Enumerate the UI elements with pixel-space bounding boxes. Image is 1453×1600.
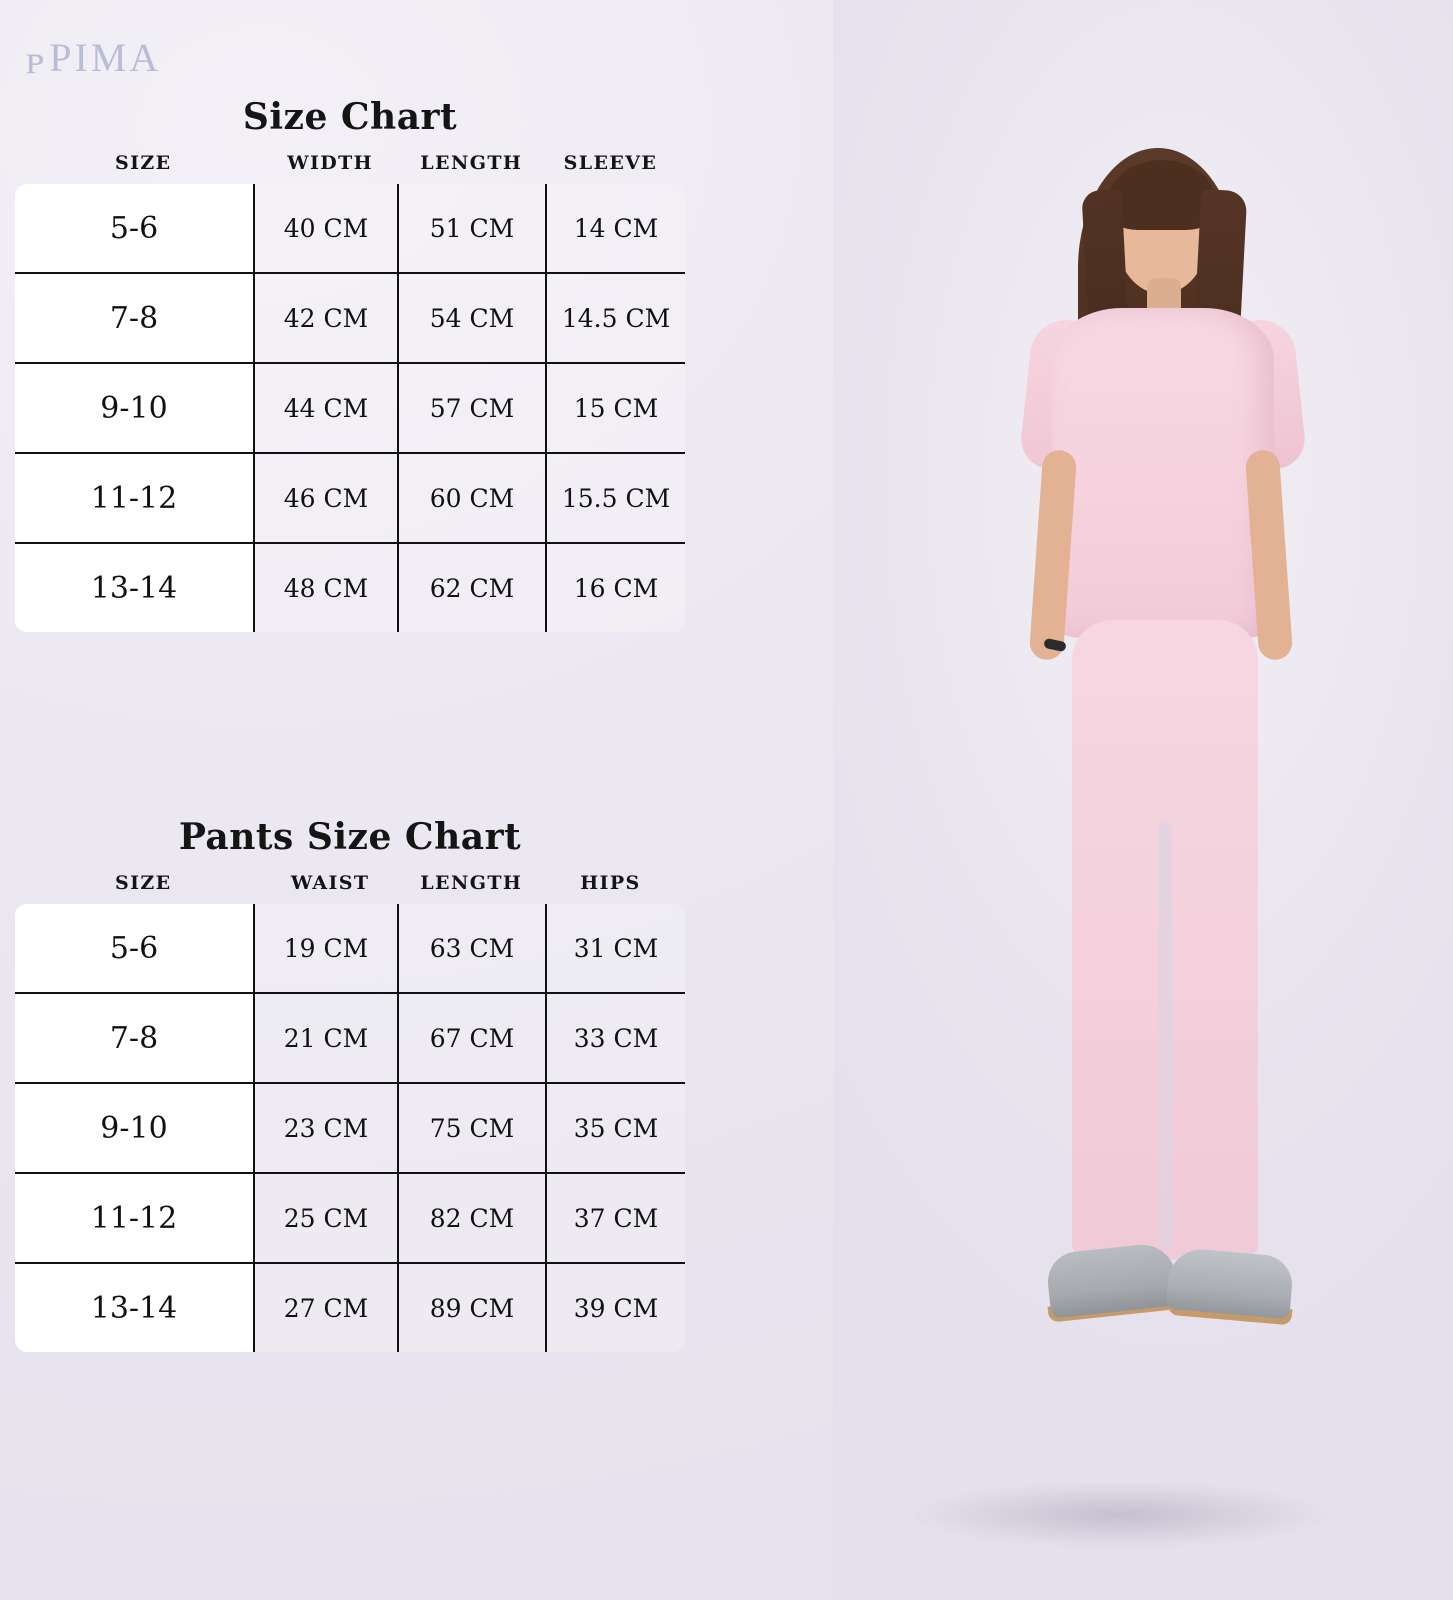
shirt-cell-sleeve: 14 CM [546,183,686,273]
shirt-cell-sleeve: 14.5 CM [546,273,686,363]
shirt-size-table [13,182,687,634]
pants-chart-title: Pants Size Chart [178,816,522,858]
pants-header-hips: HIPS [580,872,641,894]
shirt-cell-size: 7-8 [14,273,254,363]
pants-chart-header-row [22,872,678,894]
shirt-header-width: WIDTH [287,152,374,174]
shirt-cell-width: 42 CM [254,273,398,363]
pants-cell-hips: 31 CM [546,903,686,993]
pants-cell-size: 7-8 [14,993,254,1083]
shirt-cell-length: 51 CM [398,183,546,273]
table-row [14,453,686,543]
shirt-size-chart [0,96,700,634]
table-row [14,543,686,633]
table-row [14,273,686,363]
pants-header-size: SIZE [115,872,172,894]
table-row [14,363,686,453]
pants-cell-waist: 21 CM [254,993,398,1083]
table-row [14,903,686,993]
shirt-cell-width: 46 CM [254,453,398,543]
table-row [14,1083,686,1173]
brand-mark-icon: ᴘ [26,37,48,82]
shirt-cell-sleeve: 15 CM [546,363,686,453]
pants-cell-hips: 35 CM [546,1083,686,1173]
pants-cell-size: 11-12 [14,1173,254,1263]
model-photo [820,120,1440,1560]
shirt-chart-header-row [22,152,678,174]
table-row [14,993,686,1083]
shirt-cell-size: 9-10 [14,363,254,453]
shirt-cell-width: 44 CM [254,363,398,453]
pants-size-table [13,902,687,1354]
pants-cell-waist: 23 CM [254,1083,398,1173]
pants-cell-length: 82 CM [398,1173,546,1263]
table-row [14,183,686,273]
model-shoe-right [1166,1247,1295,1320]
pants-cell-hips: 33 CM [546,993,686,1083]
pants-cell-size: 5-6 [14,903,254,993]
shirt-cell-size: 5-6 [14,183,254,273]
brand-logo [26,34,161,81]
pants-cell-hips: 37 CM [546,1173,686,1263]
pants-cell-size: 13-14 [14,1263,254,1353]
brand-name: PIMA [49,35,162,80]
shirt-cell-length: 57 CM [398,363,546,453]
model-leg-gap [1158,820,1172,1250]
shirt-cell-sleeve: 15.5 CM [546,453,686,543]
pants-cell-length: 67 CM [398,993,546,1083]
shirt-cell-width: 48 CM [254,543,398,633]
table-row [14,1263,686,1353]
pants-cell-size: 9-10 [14,1083,254,1173]
pants-cell-waist: 25 CM [254,1173,398,1263]
model-tshirt [1052,308,1274,638]
pants-cell-waist: 27 CM [254,1263,398,1353]
shirt-cell-length: 60 CM [398,453,546,543]
shirt-cell-sleeve: 16 CM [546,543,686,633]
shirt-cell-size: 11-12 [14,453,254,543]
pants-cell-length: 75 CM [398,1083,546,1173]
shirt-chart-title: Size Chart [242,96,458,138]
pants-header-waist: WAIST [290,872,370,894]
pants-size-chart [0,816,700,1354]
model-photo-description [820,120,821,121]
pants-cell-length: 89 CM [398,1263,546,1353]
shirt-header-size: SIZE [115,152,172,174]
shirt-cell-width: 40 CM [254,183,398,273]
pants-cell-hips: 39 CM [546,1263,686,1353]
table-row [14,1173,686,1263]
shirt-header-length: LENGTH [420,152,523,174]
pants-cell-length: 63 CM [398,903,546,993]
shirt-cell-length: 62 CM [398,543,546,633]
model-shoe-left [1045,1241,1179,1318]
shirt-header-sleeve: SLEEVE [563,152,658,174]
pants-cell-waist: 19 CM [254,903,398,993]
pants-header-length: LENGTH [420,872,523,894]
shirt-cell-length: 54 CM [398,273,546,363]
shirt-cell-size: 13-14 [14,543,254,633]
